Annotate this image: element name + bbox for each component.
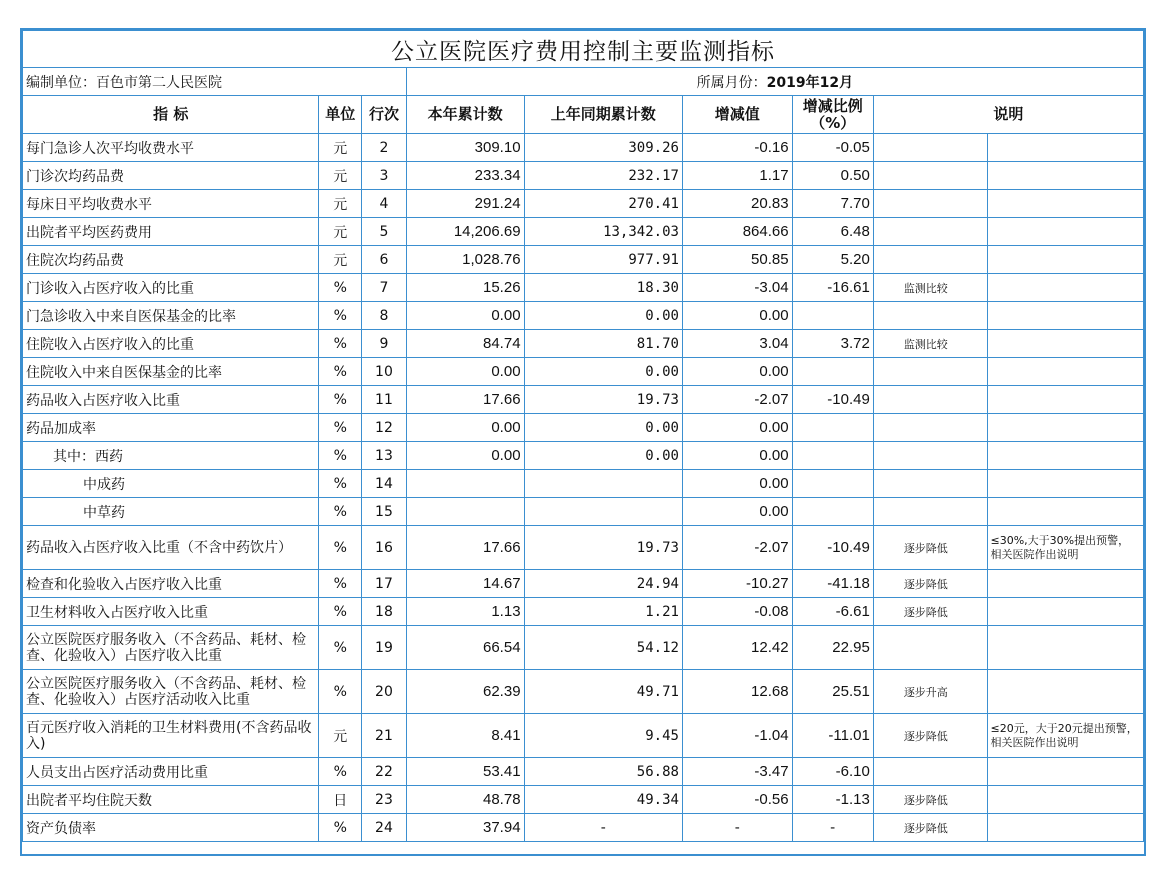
indicator-name: 药品收入占医疗收入比重 xyxy=(23,386,319,414)
unit-cell: % xyxy=(319,758,362,786)
note-trend xyxy=(873,302,987,330)
last-year-value: 0.00 xyxy=(524,358,682,386)
indicator-name: 中草药 xyxy=(23,498,319,526)
note-detail xyxy=(987,358,1143,386)
row-number: 14 xyxy=(362,470,407,498)
report-title: 公立医院医疗费用控制主要监测指标 xyxy=(23,31,1144,68)
note-trend xyxy=(873,442,987,470)
change-pct-value: -6.10 xyxy=(792,758,873,786)
last-year-value: 309.26 xyxy=(524,134,682,162)
header-unit: 单位 xyxy=(319,96,362,134)
note-trend: 逐步降低 xyxy=(873,526,987,570)
note-detail xyxy=(987,414,1143,442)
change-value: 1.17 xyxy=(682,162,792,190)
row-number: 6 xyxy=(362,246,407,274)
note-trend: 监测比较 xyxy=(873,274,987,302)
last-year-value: 232.17 xyxy=(524,162,682,190)
this-year-value: 17.66 xyxy=(406,386,524,414)
note-detail xyxy=(987,498,1143,526)
header-this-year: 本年累计数 xyxy=(406,96,524,134)
change-value: 12.68 xyxy=(682,670,792,714)
this-year-value xyxy=(406,470,524,498)
header-last-year: 上年同期累计数 xyxy=(524,96,682,134)
indicator-name: 中成药 xyxy=(23,470,319,498)
indicator-name: 每床日平均收费水平 xyxy=(23,190,319,218)
this-year-value: 8.41 xyxy=(406,714,524,758)
table-row xyxy=(23,786,1144,814)
indicator-name: 其中：西药 xyxy=(23,442,319,470)
unit-cell: % xyxy=(319,498,362,526)
note-detail xyxy=(987,162,1143,190)
table-row xyxy=(23,814,1144,842)
table-row xyxy=(23,442,1144,470)
note-detail xyxy=(987,470,1143,498)
note-detail xyxy=(987,274,1143,302)
row-number: 15 xyxy=(362,498,407,526)
indicator-name: 检查和化验收入占医疗收入比重 xyxy=(23,570,319,598)
note-trend xyxy=(873,218,987,246)
indicator-name: 人员支出占医疗活动费用比重 xyxy=(23,758,319,786)
change-value: 0.00 xyxy=(682,442,792,470)
change-pct-value: -10.49 xyxy=(792,526,873,570)
change-pct-value: -1.13 xyxy=(792,786,873,814)
unit-cell: 元 xyxy=(319,246,362,274)
change-value: -10.27 xyxy=(682,570,792,598)
table-row xyxy=(23,714,1144,758)
report-month xyxy=(406,68,1143,96)
last-year-value: 56.88 xyxy=(524,758,682,786)
last-year-value: 0.00 xyxy=(524,302,682,330)
change-pct-value: 0.50 xyxy=(792,162,873,190)
change-value: -0.16 xyxy=(682,134,792,162)
table-row xyxy=(23,190,1144,218)
unit-cell: % xyxy=(319,330,362,358)
note-detail xyxy=(987,190,1143,218)
change-value: -3.04 xyxy=(682,274,792,302)
org-unit: 编制单位：百色市第二人民医院 xyxy=(23,68,407,96)
change-value: 12.42 xyxy=(682,626,792,670)
unit-cell: 日 xyxy=(319,786,362,814)
indicator-table xyxy=(22,30,1144,842)
indicator-name: 资产负债率 xyxy=(23,814,319,842)
row-number: 9 xyxy=(362,330,407,358)
row-number: 19 xyxy=(362,626,407,670)
unit-cell: 元 xyxy=(319,162,362,190)
last-year-value: 49.34 xyxy=(524,786,682,814)
change-pct-value: -41.18 xyxy=(792,570,873,598)
row-number: 4 xyxy=(362,190,407,218)
indicator-name: 每门急诊人次平均收费水平 xyxy=(23,134,319,162)
row-number: 10 xyxy=(362,358,407,386)
change-value: 3.04 xyxy=(682,330,792,358)
change-pct-value xyxy=(792,498,873,526)
indicator-name: 公立医院医疗服务收入（不含药品、耗材、检查、化验收入）占医疗活动收入比重 xyxy=(23,670,319,714)
note-detail xyxy=(987,626,1143,670)
table-row xyxy=(23,218,1144,246)
table-row xyxy=(23,526,1144,570)
indicator-name: 出院者平均医药费用 xyxy=(23,218,319,246)
this-year-value: 233.34 xyxy=(406,162,524,190)
unit-cell: % xyxy=(319,302,362,330)
indicator-name: 住院收入占医疗收入的比重 xyxy=(23,330,319,358)
change-pct-value: -6.61 xyxy=(792,598,873,626)
change-pct-value xyxy=(792,470,873,498)
row-number: 2 xyxy=(362,134,407,162)
unit-cell: % xyxy=(319,526,362,570)
header-change-pct: 增减比例（%） xyxy=(792,96,873,134)
this-year-value: 0.00 xyxy=(406,358,524,386)
this-year-value: 15.26 xyxy=(406,274,524,302)
note-detail xyxy=(987,670,1143,714)
last-year-value xyxy=(524,498,682,526)
unit-cell: % xyxy=(319,670,362,714)
change-value: -0.08 xyxy=(682,598,792,626)
note-detail xyxy=(987,134,1143,162)
table-row xyxy=(23,598,1144,626)
change-value: -1.04 xyxy=(682,714,792,758)
row-number: 12 xyxy=(362,414,407,442)
last-year-value: 19.73 xyxy=(524,386,682,414)
note-trend xyxy=(873,190,987,218)
change-pct-value: 5.20 xyxy=(792,246,873,274)
table-row xyxy=(23,274,1144,302)
this-year-value xyxy=(406,498,524,526)
note-trend xyxy=(873,358,987,386)
indicator-name: 药品收入占医疗收入比重（不含中药饮片） xyxy=(23,526,319,570)
indicator-name: 门诊次均药品费 xyxy=(23,162,319,190)
last-year-value: 18.30 xyxy=(524,274,682,302)
note-trend xyxy=(873,162,987,190)
row-number: 16 xyxy=(362,526,407,570)
table-row xyxy=(23,358,1144,386)
note-trend xyxy=(873,134,987,162)
note-detail: ≤30%,大于30%提出预警，相关医院作出说明 xyxy=(987,526,1143,570)
change-pct-value: 22.95 xyxy=(792,626,873,670)
this-year-value: 1.13 xyxy=(406,598,524,626)
note-trend: 逐步降低 xyxy=(873,570,987,598)
note-detail xyxy=(987,786,1143,814)
this-year-value: 37.94 xyxy=(406,814,524,842)
note-trend: 逐步升高 xyxy=(873,670,987,714)
note-detail: ≤20元，大于20元提出预警，相关医院作出说明 xyxy=(987,714,1143,758)
change-value: 0.00 xyxy=(682,470,792,498)
indicator-name: 公立医院医疗服务收入（不含药品、耗材、检查、化验收入）占医疗收入比重 xyxy=(23,626,319,670)
unit-cell: % xyxy=(319,442,362,470)
last-year-value xyxy=(524,470,682,498)
change-pct-value: 3.72 xyxy=(792,330,873,358)
row-number: 18 xyxy=(362,598,407,626)
change-pct-value xyxy=(792,442,873,470)
row-number: 13 xyxy=(362,442,407,470)
this-year-value: 62.39 xyxy=(406,670,524,714)
last-year-value: 49.71 xyxy=(524,670,682,714)
unit-cell: 元 xyxy=(319,714,362,758)
change-value: 0.00 xyxy=(682,302,792,330)
note-trend xyxy=(873,386,987,414)
month-value: 2019年12月 xyxy=(766,74,854,91)
note-trend: 逐步降低 xyxy=(873,786,987,814)
note-detail xyxy=(987,570,1143,598)
row-number: 7 xyxy=(362,274,407,302)
table-row xyxy=(23,162,1144,190)
note-trend: 逐步降低 xyxy=(873,814,987,842)
change-pct-value: -10.49 xyxy=(792,386,873,414)
change-value: -2.07 xyxy=(682,526,792,570)
header-change: 增减值 xyxy=(682,96,792,134)
last-year-value: 54.12 xyxy=(524,626,682,670)
table-row xyxy=(23,758,1144,786)
note-detail xyxy=(987,330,1143,358)
row-number: 22 xyxy=(362,758,407,786)
this-year-value: 309.10 xyxy=(406,134,524,162)
row-number: 11 xyxy=(362,386,407,414)
last-year-value: 0.00 xyxy=(524,442,682,470)
last-year-value: 81.70 xyxy=(524,330,682,358)
table-row xyxy=(23,246,1144,274)
last-year-value: 13,342.03 xyxy=(524,218,682,246)
change-value: 864.66 xyxy=(682,218,792,246)
unit-cell: % xyxy=(319,386,362,414)
change-pct-value xyxy=(792,302,873,330)
change-pct-value xyxy=(792,414,873,442)
table-row xyxy=(23,414,1144,442)
indicator-name: 门诊收入占医疗收入的比重 xyxy=(23,274,319,302)
unit-cell: 元 xyxy=(319,218,362,246)
note-trend xyxy=(873,758,987,786)
row-number: 8 xyxy=(362,302,407,330)
table-row xyxy=(23,470,1144,498)
note-detail xyxy=(987,386,1143,414)
table-row xyxy=(23,330,1144,358)
unit-cell: 元 xyxy=(319,134,362,162)
change-pct-value: 25.51 xyxy=(792,670,873,714)
last-year-value: 24.94 xyxy=(524,570,682,598)
report-sheet xyxy=(20,28,1146,856)
change-pct-value: 6.48 xyxy=(792,218,873,246)
note-trend xyxy=(873,498,987,526)
change-pct-value: 7.70 xyxy=(792,190,873,218)
unit-cell: % xyxy=(319,598,362,626)
change-pct-value xyxy=(792,358,873,386)
indicator-name: 门急诊收入中来自医保基金的比率 xyxy=(23,302,319,330)
change-pct-value: -11.01 xyxy=(792,714,873,758)
indicator-name: 住院次均药品费 xyxy=(23,246,319,274)
change-value: - xyxy=(682,814,792,842)
table-row xyxy=(23,498,1144,526)
this-year-value: 1,028.76 xyxy=(406,246,524,274)
change-value: -0.56 xyxy=(682,786,792,814)
last-year-value: 19.73 xyxy=(524,526,682,570)
this-year-value: 0.00 xyxy=(406,442,524,470)
change-pct-value: -0.05 xyxy=(792,134,873,162)
change-value: 0.00 xyxy=(682,358,792,386)
note-trend: 逐步降低 xyxy=(873,598,987,626)
table-row xyxy=(23,302,1144,330)
note-trend xyxy=(873,626,987,670)
this-year-value: 53.41 xyxy=(406,758,524,786)
note-detail xyxy=(987,218,1143,246)
indicator-name: 住院收入中来自医保基金的比率 xyxy=(23,358,319,386)
note-detail xyxy=(987,814,1143,842)
note-detail xyxy=(987,598,1143,626)
note-trend xyxy=(873,470,987,498)
header-row-no: 行次 xyxy=(362,96,407,134)
unit-cell: 元 xyxy=(319,190,362,218)
table-row xyxy=(23,386,1144,414)
this-year-value: 0.00 xyxy=(406,302,524,330)
last-year-value: 977.91 xyxy=(524,246,682,274)
note-detail xyxy=(987,442,1143,470)
row-number: 5 xyxy=(362,218,407,246)
last-year-value: - xyxy=(524,814,682,842)
change-value: -2.07 xyxy=(682,386,792,414)
change-value: 0.00 xyxy=(682,414,792,442)
header-note: 说明 xyxy=(873,96,1143,134)
change-value: 0.00 xyxy=(682,498,792,526)
last-year-value: 0.00 xyxy=(524,414,682,442)
last-year-value: 9.45 xyxy=(524,714,682,758)
unit-cell: % xyxy=(319,470,362,498)
table-row xyxy=(23,670,1144,714)
table-row xyxy=(23,134,1144,162)
this-year-value: 17.66 xyxy=(406,526,524,570)
change-value: -3.47 xyxy=(682,758,792,786)
last-year-value: 1.21 xyxy=(524,598,682,626)
this-year-value: 84.74 xyxy=(406,330,524,358)
indicator-name: 卫生材料收入占医疗收入比重 xyxy=(23,598,319,626)
note-trend xyxy=(873,414,987,442)
change-value: 20.83 xyxy=(682,190,792,218)
row-number: 24 xyxy=(362,814,407,842)
change-value: 50.85 xyxy=(682,246,792,274)
unit-cell: % xyxy=(319,414,362,442)
month-label: 所属月份： xyxy=(696,74,767,91)
row-number: 3 xyxy=(362,162,407,190)
note-trend: 逐步降低 xyxy=(873,714,987,758)
row-number: 23 xyxy=(362,786,407,814)
indicator-name: 百元医疗收入消耗的卫生材料费用(不含药品收入) xyxy=(23,714,319,758)
note-trend xyxy=(873,246,987,274)
note-detail xyxy=(987,302,1143,330)
unit-cell: % xyxy=(319,626,362,670)
this-year-value: 14.67 xyxy=(406,570,524,598)
row-number: 21 xyxy=(362,714,407,758)
row-number: 17 xyxy=(362,570,407,598)
change-pct-value: -16.61 xyxy=(792,274,873,302)
this-year-value: 0.00 xyxy=(406,414,524,442)
unit-cell: % xyxy=(319,358,362,386)
indicator-name: 药品加成率 xyxy=(23,414,319,442)
change-pct-value: - xyxy=(792,814,873,842)
unit-cell: % xyxy=(319,814,362,842)
row-number: 20 xyxy=(362,670,407,714)
this-year-value: 66.54 xyxy=(406,626,524,670)
note-detail xyxy=(987,758,1143,786)
this-year-value: 291.24 xyxy=(406,190,524,218)
unit-cell: % xyxy=(319,274,362,302)
last-year-value: 270.41 xyxy=(524,190,682,218)
header-indicator: 指 标 xyxy=(23,96,319,134)
table-row xyxy=(23,626,1144,670)
note-detail xyxy=(987,246,1143,274)
indicator-name: 出院者平均住院天数 xyxy=(23,786,319,814)
note-trend: 监测比较 xyxy=(873,330,987,358)
table-row xyxy=(23,570,1144,598)
this-year-value: 14,206.69 xyxy=(406,218,524,246)
this-year-value: 48.78 xyxy=(406,786,524,814)
unit-cell: % xyxy=(319,570,362,598)
